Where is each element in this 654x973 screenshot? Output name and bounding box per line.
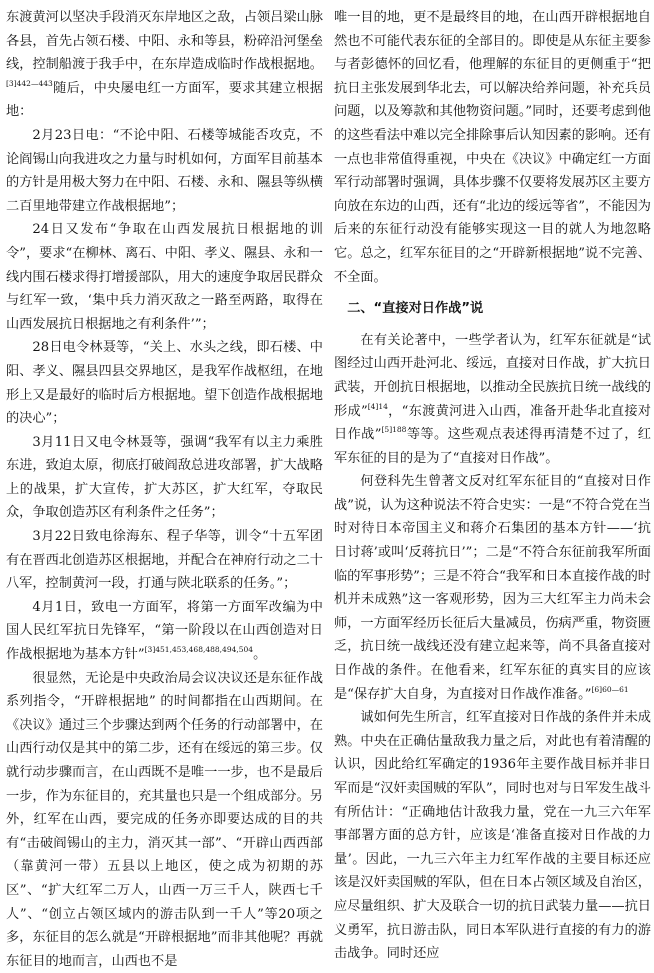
paragraph: 东渡黄河以坚决手段消灭东岸地区之敌，占领吕梁山脉各县，首先占领石楼、中阳、永和等县，粉碎沿河堡垒线，控制船渡于我手中，在东岸造成临时作战根据地。$^{[3]442—443}$随后，中央屡电红一方面军，要求其建立根据地： (6, 10, 323, 120)
paragraph: 何登科先生曾著文反对红军东征目的“直接对日作战”说，认为这种说法不符合史实：一是“不符合党在当时对待日本帝国主义和蒋介石集团的基本方针——‘抗日讨蒋’或叫‘反蒋抗日’”；二是“不符合东征前我军所面临的军事形势”；三是不符合“我军和日本直接作战的时机并未成熟”这一客观形势，因为三大红军主力尚未会师，一方面军经历长征后大量减员，伤病严重，物资匮乏，抗日统一战线还没有建立起来等，尚不具备直接对日作战的条件。在他看来，红军东征的真实目的应该是“保存扩大自身，为直接对日作战作准备。”$^{[6]60—61}$ (334, 474, 651, 702)
citation-sup: [6]60—61 (591, 684, 629, 694)
right-text-column (334, 6, 651, 962)
left-text-column (6, 6, 323, 969)
paragraph: 诚如何先生所言，红军直接对日作战的条件并未成熟。中央在正确估量敌我力量之后，对此也有着清醒的认识，因此给红军确定的1936年主要作战目标并非日军而是“汉奸卖国贼的军队”，同时也对与日军发生战斗有所估计：“正确地估计敌我力量，党在一九三六年军事部署方面的总方针，应该是‘准备直接对日作战的力量’。因此，一九三六年主力红军作战的主要目标还应该是汉奸卖国贼的军队，但在日本占领区域及自治区，应尽量组织、扩大及联合一切的抗日武装力量——抗日义勇军，抗日游击队，同日本军队进行直接的有力的游击战争。同时还应 (334, 710, 651, 962)
paragraph: 3月22日致电徐海东、程子华等，训令“十五军团有在晋西北创造苏区根据地，并配合在神府行动之二十八军，控制黄河一段，打通与陕北联系的任务。”； (6, 529, 323, 592)
paragraph: 在有关论著中，一些学者认为，红军东征就是“试图经过山西开赴河北、绥远，直接对日作战，扩大抗日武装，开创抗日根据地，以推动全民族抗日统一战线的形成”$^{[4]14}$，“东渡黄河进入山西，准备开赴华北直接对日作战”$^{[5]188}$等等。这些观点表述得再清楚不过了，红军东征的目的是为了“直接对日作战”。 (334, 332, 651, 466)
paragraph: 3月11日又电令林聂等，强调“我军有以主力乘胜东进，致迫太原，彻底打破阎敌总进攻部署，扩大战略上的战果，扩大宣传，扩大苏区，扩大红军，夺取民众，争取创造苏区有利条件之任务”； (6, 434, 323, 521)
citation-sup: [3]451,453,468,488,494,504 (144, 645, 254, 655)
paragraph: 唯一目的地，更不是最终目的地，在山西开辟根据地自然也不可能代表东征的全部目的。即使是从东征主要参与者彭德怀的回忆看，他理解的东征目的更侧重于“把抗日主张发展到华北去，可以解决给养问题，补充兵员问题，以及筹款和其他物资问题。”同时，还要考虑到他的这些看法中难以完全排除事后认知因素的影响。还有一点也非常值得重视，中央在《决议》中确定红一方面军行动部署时强调，具体步骤不仅要将发展苏区主要方向放在东边的山西，还有“北边的绥远等省”，不能因为后来的东征行动没有能够实现这一目的就人为地忽略它。总之，红军东征目的之“开辟新根据地”说不完善、不全面。 (334, 10, 651, 285)
paragraph: 很显然，无论是中央政治局会议决议还是东征作战系列指令，“开辟根据地” 的时间都指在山西期间。在《决议》通过三个步骤达到两个任务的行动部署中，在山西行动仅是其中的第二步，还有在绥远的第三步。仅就行动步骤而言，在山西既不是唯一一步，也不是最后一步，作为东征目的，充其量也只是一个组成部分。另外，红军在山西，要完成的任务亦即要达成的目的共有“击破阎锡山的主力，消灭其一部”、“开辟山西西部（靠黄河一带）五县以上地区，使之成为初期的苏区”、“扩大红军二万人，山西一万三千人，陕西七千人”、“创立占领区域内的游击队到一千人”等20项之多，东征目的怎么就是“开辟根据地”而非其他呢？再就东征目的地而言，山西也不是 (6, 670, 323, 969)
citation-sup: [4]14 (367, 401, 388, 411)
paragraph: 28日电令林聂等，“关上、水头之线，即石楼、中阳、孝义、隰县四县交界地区，是我军作战枢纽，在地形上又是最好的临时后方根据地。望下创造作战根据地的决心”； (6, 340, 323, 427)
paragraph: 24日又发布“争取在山西发展抗日根据地的训令”，要求“在柳林、离石、中阳、孝义、隰县、永和一线内围石楼求得打增援部队，用大的速度争取居民群众与红军一致，‘集中兵力消灭敌之一路至两路，取得在山西发展抗日根据地之有利条件’”； (6, 222, 323, 332)
citation-sup: [3]442—443 (6, 78, 53, 88)
citation-sup: [5]188 (381, 425, 407, 435)
section-heading: 二、“直接对日作战”说 (347, 301, 484, 317)
paragraph: 2月23日电：“不论中阳、石楼等城能否攻克，不论阎锡山向我进攻之力量与时机如何，方面军目前基本的方针是用极大努力在中阳、石楼、永和、隰县等纵横二百里地带建立作战根据地”； (6, 127, 323, 214)
paragraph: 4月1日，致电一方面军，将第一方面军改编为中国人民红军抗日先锋军，“第一阶段以在山西创造对日作战根据地为基本方针”$^{[3]451,453,468,488,494,504}$。 (6, 599, 323, 663)
